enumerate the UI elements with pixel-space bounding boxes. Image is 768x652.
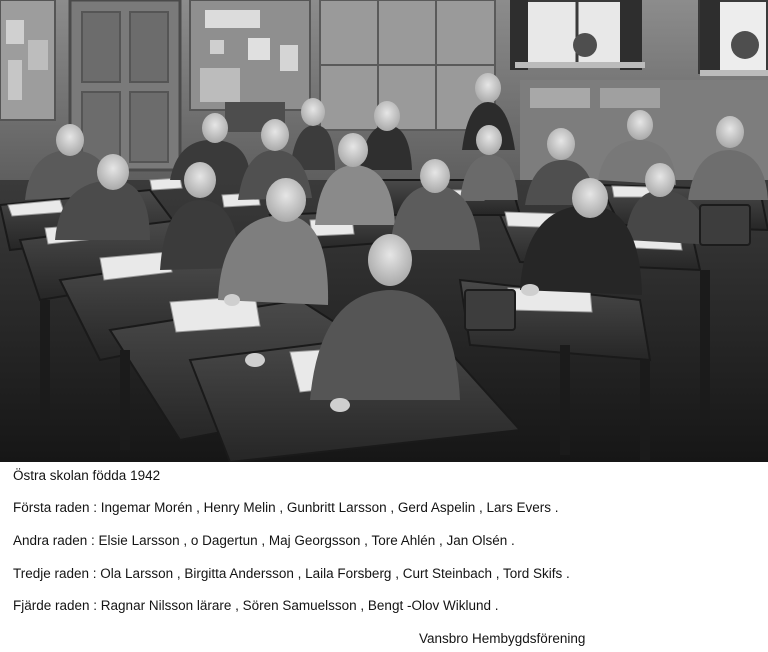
caption-row-3: Tredje raden : Ola Larsson , Birgitta Andersson , Laila Forsberg , Curt Steinbach , Tord Skifs . — [13, 566, 570, 581]
caption-title: Östra skolan födda 1942 — [13, 468, 161, 483]
caption-row-4: Fjärde raden : Ragnar Nilsson lärare , Sören Samuelsson , Bengt -Olov Wiklund . — [13, 598, 499, 613]
caption-row-1: Första raden : Ingemar Morén , Henry Melin , Gunbritt Larsson , Gerd Aspelin , Lars Evers . — [13, 500, 559, 515]
credit-text: Vansbro Hembygdsförening — [419, 631, 586, 646]
caption-row-2: Andra raden : Elsie Larsson , o Dagertun , Maj Georgsson , Tore Ahlén , Jan Olsén . — [13, 533, 515, 548]
